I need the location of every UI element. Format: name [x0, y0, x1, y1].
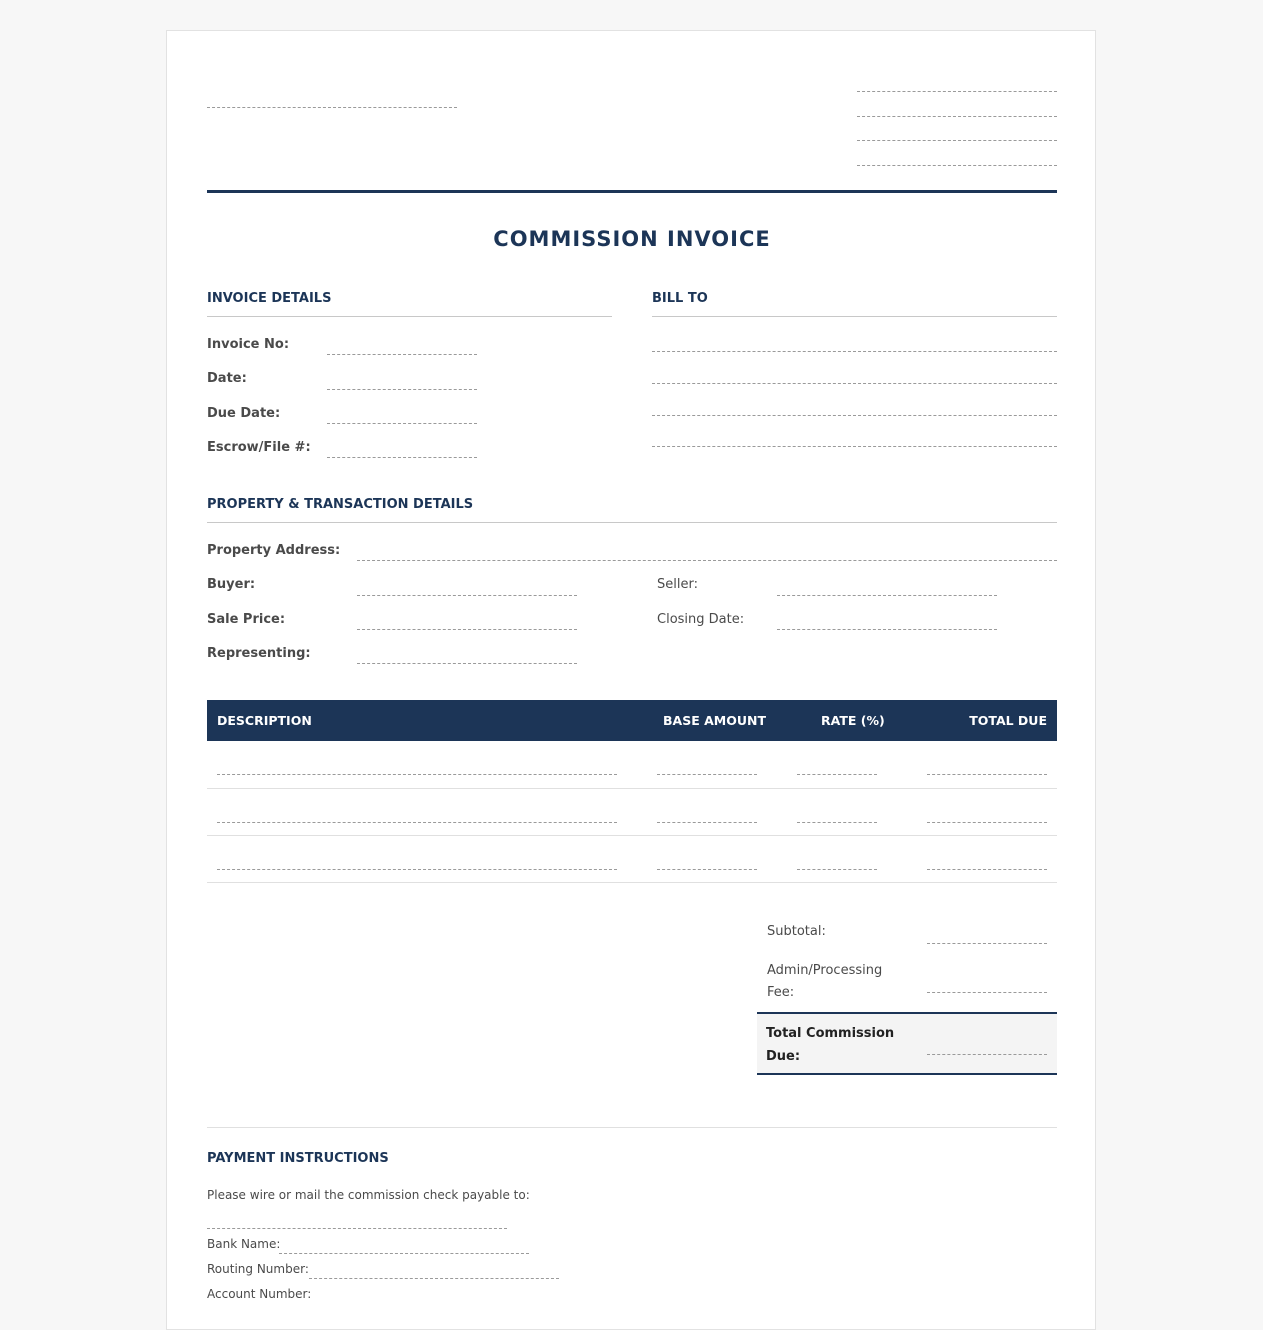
representing-field[interactable] [357, 663, 577, 664]
account-number-label: Account Number: [207, 1287, 312, 1301]
row-2-description-field[interactable] [217, 822, 617, 823]
row-1-base-amount-field[interactable] [657, 774, 757, 775]
row-1-rate-field[interactable] [797, 774, 877, 775]
invoice-details-rule [207, 316, 612, 317]
closing-date-label: Closing Date: [657, 612, 745, 627]
invoice-no-label: Invoice No: [207, 337, 290, 352]
seller-field[interactable] [777, 595, 997, 596]
bank-name-field[interactable] [279, 1253, 529, 1254]
total-commission-field[interactable] [927, 1054, 1047, 1055]
payee-name-field[interactable] [207, 1228, 507, 1229]
row-1-total-field[interactable] [927, 774, 1047, 775]
table-row-divider [207, 788, 1057, 789]
table-row-divider [207, 835, 1057, 836]
admin-fee-label: Admin/Processing Fee: [767, 963, 883, 1000]
invoice-details-heading: INVOICE DETAILS [207, 291, 332, 306]
company-info-line-1[interactable] [857, 91, 1057, 92]
row-2-base-amount-field[interactable] [657, 822, 757, 823]
subtotal-field[interactable] [927, 943, 1047, 944]
row-1-description-field[interactable] [217, 774, 617, 775]
bill-to-line-2[interactable] [652, 383, 1057, 384]
line-items-header [207, 700, 1057, 741]
company-info-line-2[interactable] [857, 116, 1057, 117]
company-info-line-4[interactable] [857, 165, 1057, 166]
routing-number-field[interactable] [309, 1278, 559, 1279]
row-3-rate-field[interactable] [797, 869, 877, 870]
property-heading: PROPERTY & TRANSACTION DETAILS [207, 497, 474, 512]
bill-to-line-3[interactable] [652, 415, 1057, 416]
buyer-field[interactable] [357, 595, 577, 596]
routing-number-label: Routing Number: [207, 1262, 309, 1276]
page-title: COMMISSION INVOICE [493, 227, 771, 251]
row-3-base-amount-field[interactable] [657, 869, 757, 870]
property-address-label: Property Address: [207, 543, 341, 558]
payment-divider [207, 1127, 1057, 1128]
sale-price-field[interactable] [357, 629, 577, 630]
base-amount-column-header: BASE AMOUNT [663, 713, 766, 728]
row-2-rate-field[interactable] [797, 822, 877, 823]
bill-to-line-4[interactable] [652, 446, 1057, 447]
bill-to-line-1[interactable] [652, 351, 1057, 352]
due-date-label: Due Date: [207, 406, 281, 421]
row-3-total-field[interactable] [927, 869, 1047, 870]
escrow-file-field[interactable] [327, 457, 477, 458]
date-label: Date: [207, 371, 247, 386]
sale-price-label: Sale Price: [207, 612, 286, 627]
due-date-field[interactable] [327, 423, 477, 424]
company-name-line[interactable] [207, 107, 457, 108]
subtotal-label: Subtotal: [767, 924, 826, 939]
payment-instructions-text: Please wire or mail the commission check payable to: [207, 1188, 530, 1202]
header-divider [207, 190, 1057, 193]
total-commission-box [757, 1012, 1057, 1075]
escrow-file-label: Escrow/File #: [207, 440, 311, 455]
row-2-total-field[interactable] [927, 822, 1047, 823]
property-address-field[interactable] [357, 560, 1057, 561]
invoice-page [166, 30, 1096, 1330]
admin-fee-field[interactable] [927, 992, 1047, 993]
row-3-description-field[interactable] [217, 869, 617, 870]
buyer-label: Buyer: [207, 577, 256, 592]
property-rule [207, 522, 1057, 523]
seller-label: Seller: [657, 577, 698, 592]
description-column-header: DESCRIPTION [217, 713, 312, 728]
table-row-divider [207, 882, 1057, 883]
company-info-line-3[interactable] [857, 140, 1057, 141]
bill-to-rule [652, 316, 1057, 317]
total-commission-label: Total Commission Due: [766, 1026, 895, 1064]
representing-label: Representing: [207, 646, 311, 661]
closing-date-field[interactable] [777, 629, 997, 630]
date-field[interactable] [327, 389, 477, 390]
total-due-column-header: TOTAL DUE [969, 713, 1047, 728]
bank-name-label: Bank Name: [207, 1237, 281, 1251]
rate-column-header: RATE (%) [821, 713, 885, 728]
invoice-no-field[interactable] [327, 354, 477, 355]
payment-heading: PAYMENT INSTRUCTIONS [207, 1151, 389, 1166]
bill-to-heading: BILL TO [652, 291, 708, 306]
